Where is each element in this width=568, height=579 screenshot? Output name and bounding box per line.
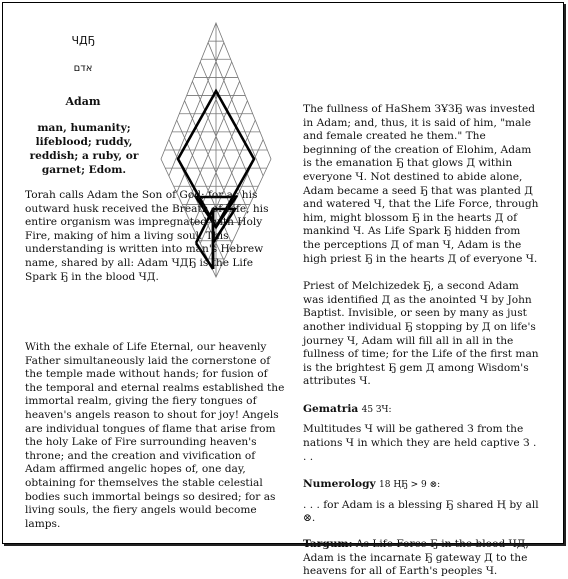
targum-text: As Life Force Ҕ in the blood ЧД, Adam is the incarnate Ҕ gateway Д to the heavens for all of Earth's peoples Ч. (303, 538, 529, 578)
left-paragraph-2: With the exhale of Life Eternal, our heavenly Father simultaneously laid the cornerstone of the temple made without hands; for fusion of the temporal and eternal realms established the immortal realm, giving the fiery tongues of heaven's angels reason to shout for joy! Angels are individual tongues of flame that arise from the holy Lake of Fire surrounding heaven's throne; and the creation and vivification of Adam affirmed angelic hopes of, one day, obtaining for themselves the stable celestial bodies such immortal beings so desired; for as living souls, the fiery angels would become lamps. (25, 341, 285, 530)
glyph-title: ЧДҔ (71, 34, 95, 47)
numerology-value: 18 ҢҔ > 9 ⊗: (379, 480, 441, 491)
right-column (303, 103, 539, 579)
left-paragraph-2-wrap (25, 341, 285, 531)
gematria-value: 45 ЗЧ: (361, 404, 392, 415)
entry-title: Adam (65, 95, 101, 108)
numerology-label: Numerology (303, 478, 376, 491)
gematria-text: Multitudes Ч will be gathered З from the nations Ч in which they are held captive З . . . (303, 423, 537, 463)
hebrew-word: אדם (73, 63, 93, 74)
targum-label: Targum: (303, 538, 353, 551)
gematria-heading (303, 403, 539, 418)
document-page (2, 2, 564, 578)
left-paragraph-1-top (25, 189, 269, 284)
gematria-label: Gematria (303, 402, 359, 415)
numerology-heading (303, 478, 539, 493)
numerology-text: . . . for Adam is a blessing Ҕ shared Ң by all ⊗. (303, 498, 539, 525)
left-paragraph-1: Torah calls Adam the Son of God; for as his outward husk received the Breath of Life, his entire organism was impregnated with Holy Fire, making of him a living soul. This understanding is written into man's Hebrew name, shared by all: Adam ЧДҔ is the Life Spark Ҕ in the blood ЧД. (25, 189, 269, 283)
right-paragraph-1: The fullness of HaShem ЗҰЗҔ was invested in Adam; and, thus, it is said of him, "male and female created he them." The beginning of the creation of Elohim, Adam is the emanation Ҕ that glows Д within everyone Ч. Not destined to abide alone, Adam became a seed Ҕ that was planted Д and watered Ч, that the Life Force, through him, might blossom Ҕ in the hearts Д of mankind Ч. As Life Spark Ҕ hidden from the perceptions Д of man Ч, Adam is the high priest Ҕ in the hearts Д of everyone Ч. (303, 103, 539, 265)
targum-paragraph (303, 538, 539, 579)
definitions: man, humanity; lifeblood; ruddy, reddish; a ruby, or garnet; Edom. (29, 122, 139, 176)
right-paragraph-2: Priest of Melchizedek Ҕ, a second Adam was identified Д as the anointed Ч by John Baptist. Invisible, or seen by many as just another individual Ҕ stopping by Д on life's journey Ч, Adam will fill all in all in the fullness of time; for the Life of the first man is the brightest Ҕ gem Д among Wisdom's attributes Ч. (303, 280, 539, 388)
